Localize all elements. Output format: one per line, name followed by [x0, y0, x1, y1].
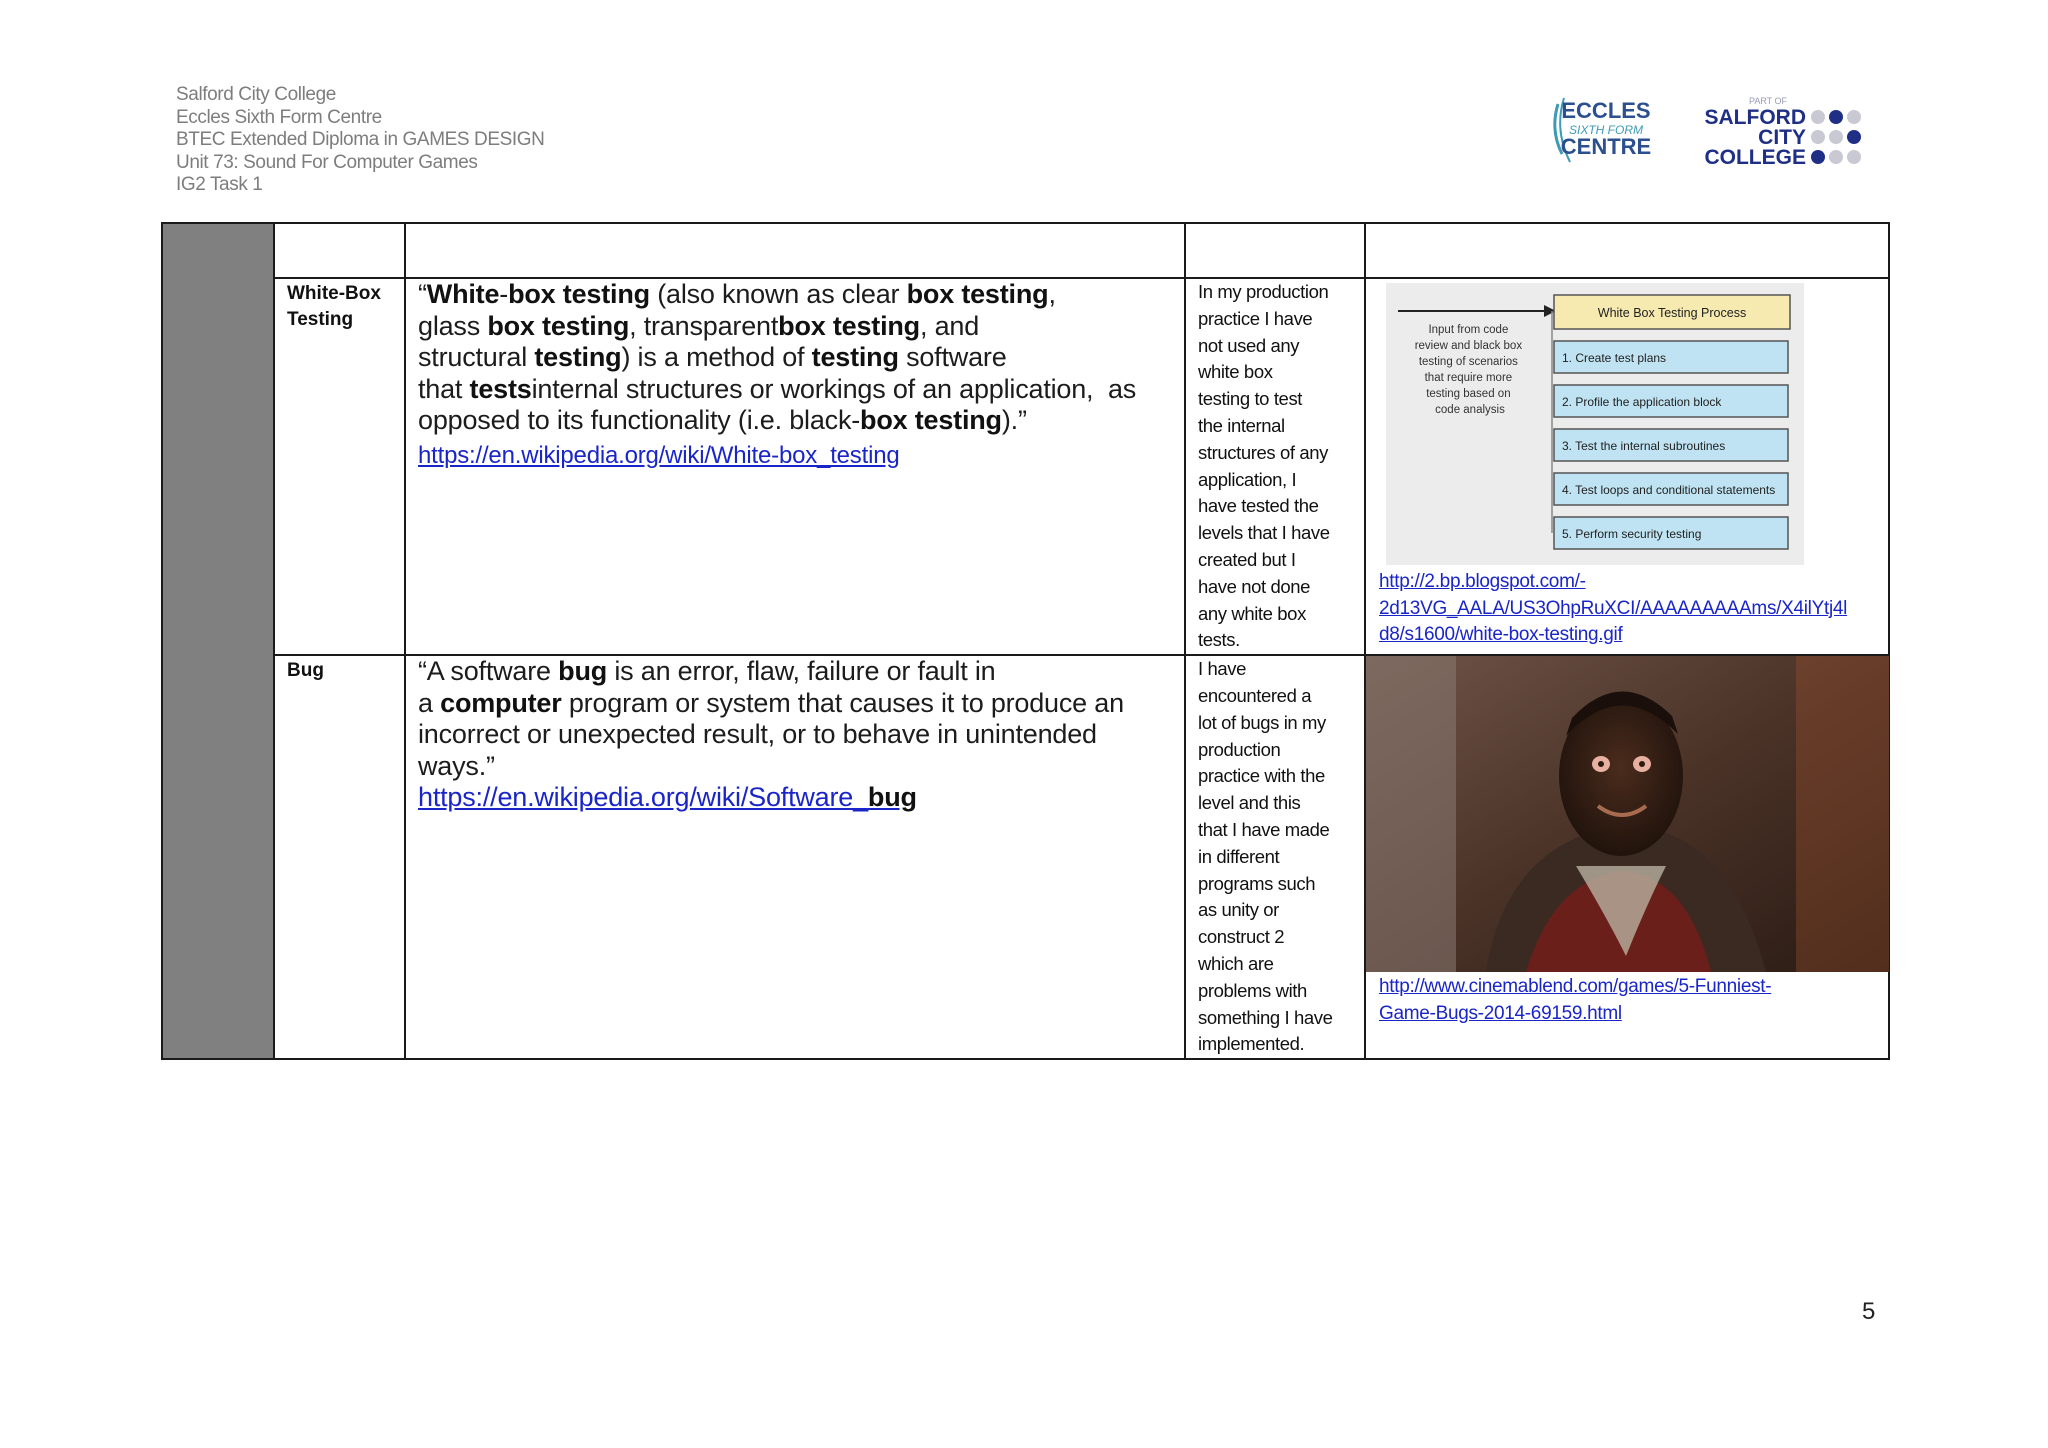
- grey-side-column: [162, 223, 274, 1059]
- header-logos: [1548, 90, 1878, 172]
- header-line-unit: Unit 73: Sound For Computer Games: [176, 151, 478, 173]
- glossary-table: [161, 222, 1890, 1060]
- svg-text:2. Profile the application blo: 2. Profile the application block: [1562, 395, 1722, 409]
- white-box-image-source-link[interactable]: http://2.bp.blogspot.com/- 2d13VG_AALA/US3OhpRuXCI/AAAAAAAAAms/X4ilYtj4l d8/s1600/white-box-testing.gif: [1379, 571, 1848, 645]
- header-line-college: Salford City College: [176, 84, 336, 105]
- wikipedia-bug-link[interactable]: https://en.wikipedia.org/wiki/Software_bug: [418, 782, 917, 813]
- definition-text: “White-box testing (also known as clear box testing, glass box testing, transparentbox testing, and structural testing) is a method of testing software that testsinternal structures or workings of an application, as opposed to its functionality (i.e. black-box testing).”: [418, 279, 1137, 435]
- svg-text:Input from code revi: Input from code review and black box testing of scenarios that require more testing based on code analysis: [1414, 324, 1523, 416]
- svg-text:CENTRE: CENTRE: [1560, 134, 1652, 159]
- svg-text:SALFORD: SALFORD: [1704, 106, 1806, 129]
- definition-text: “A software bug is an error, flaw, failure or fault in a computer program or system that causes it to produce an incorrect or unexpected result, or to behave in unintended ways.”: [418, 656, 1124, 781]
- white-box-testing-diagram: [1386, 283, 1804, 565]
- term-cell: White-Box Testing: [274, 278, 405, 655]
- salford-city-college-logo: [1700, 94, 1880, 168]
- svg-text:SIXTH FORM: SIXTH FORM: [1569, 123, 1643, 137]
- image-cell: [1365, 655, 1889, 1059]
- svg-text:5. Perform security testing: 5. Perform security testing: [1562, 527, 1702, 541]
- bug-image-source-link[interactable]: http://www.cinemablend.com/games/5-Funniest- Game-Bugs-2014-69159.html: [1379, 976, 1772, 1024]
- wikipedia-white-box-link[interactable]: https://en.wikipedia.org/wiki/White-box_testing: [418, 441, 900, 469]
- eccles-centre-logo: [1548, 92, 1656, 168]
- blank-cell: [405, 223, 1185, 278]
- table-row-blank: [162, 223, 1889, 278]
- definition-cell: [405, 278, 1185, 655]
- svg-text:White Box Testing Process: White Box Testing Process: [1597, 306, 1747, 320]
- svg-text:4. Test loops and conditional: 4. Test loops and conditional statements: [1562, 483, 1776, 497]
- blank-cell: [1365, 223, 1889, 278]
- blank-cell: [1185, 223, 1365, 278]
- svg-text:3. Test the internal subroutin: 3. Test the internal subroutines: [1562, 439, 1726, 453]
- image-cell: [1365, 278, 1889, 655]
- note-cell: In my production practice I have not used any white box testing to test the internal structures of any application, I have tested the levels that I have created but I have not done any white box tests.: [1185, 278, 1365, 655]
- header-line-centre: Eccles Sixth Form Centre: [176, 106, 382, 128]
- game-bug-character-photo: [1366, 656, 1889, 972]
- table-row-bug: [162, 655, 1889, 1059]
- header-line-course: BTEC Extended Diploma in GAMES DESIGN: [176, 129, 545, 150]
- header-line-task: IG2 Task 1: [176, 174, 263, 195]
- table-row-white-box: [162, 278, 1889, 655]
- svg-text:COLLEGE: COLLEGE: [1704, 146, 1806, 168]
- svg-text:PART OF: PART OF: [1748, 96, 1788, 106]
- definition-cell: [405, 655, 1185, 1059]
- term-cell: Bug: [274, 655, 405, 1059]
- document-header: [176, 84, 545, 197]
- note-cell: I have encountered a lot of bugs in my production practice with the level and this that I have made in different programs such as unity or construct 2 which are problems with something I have implemented.: [1185, 655, 1365, 1059]
- svg-text:1. Create test plans: 1. Create test plans: [1562, 351, 1667, 365]
- blank-cell: [274, 223, 405, 278]
- page-number: 5: [1862, 1298, 1876, 1325]
- svg-text:ECCLES: ECCLES: [1561, 98, 1651, 123]
- svg-text:CITY: CITY: [1758, 126, 1806, 149]
